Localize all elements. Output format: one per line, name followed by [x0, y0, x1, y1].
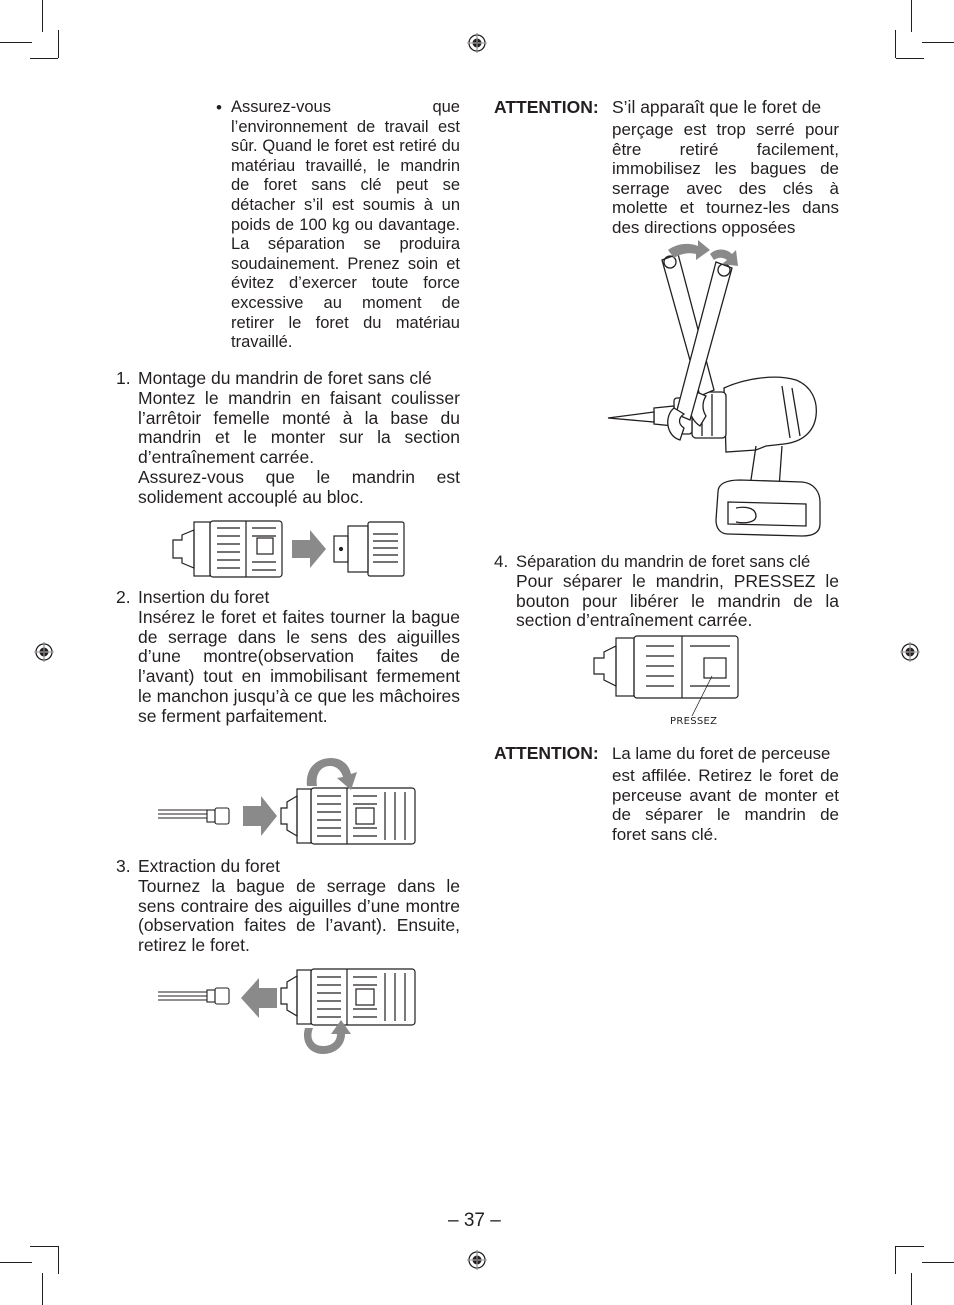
item-title: Montage du mandrin de foret sans clé [138, 368, 432, 388]
chuck-mounting-figure [168, 518, 408, 580]
item-number: 4. [494, 552, 509, 571]
registration-mark-left [34, 642, 54, 662]
item-body-2: Assurez-vous que le mandrin est solidement accouplé au bloc. [138, 466, 460, 507]
attention-body: est affilée. Retirez le foret de perceuse avant de monter et de séparer le mandrin de foret sans clé. [612, 766, 839, 844]
item-body: Montez le mandrin en faisant coulisser l’arrêtoir femelle monté à la base du mandrin et le monter sur la section d’entraînement carrée. [138, 387, 460, 468]
page-number: – 37 – [448, 1210, 501, 1231]
pressez-label: PRESSEZ [670, 716, 718, 727]
item-number: 3. [116, 856, 131, 876]
registration-mark-bottom [467, 1250, 487, 1270]
item-body: Pour séparer le mandrin, PRESSEZ le bouton pour libérer le mandrin de la section d’entraînement carrée. [516, 570, 839, 631]
item-body: Tournez la bague de serrage dans le sens contraire des aiguilles d’une montre (observation faites de l’avant). Ensuite, retirez le foret. [138, 875, 460, 956]
chuck-release-figure [590, 632, 750, 704]
attention-first-line: La lame du foret de perceuse [612, 744, 831, 763]
item-number: 1. [116, 368, 131, 388]
bit-extraction-figure [155, 968, 420, 1056]
drill-with-wrenches-figure [606, 240, 836, 540]
bullet-marker: • [216, 98, 222, 117]
bullet-text: Assurez-vous que l’environnement de travail est sûr. Quand le foret est retiré du matériau travaillé, le mandrin de foret sans clé peut se détacher s’il est soumis à un poids de 100 kg ou davantage. La séparation se produira soudainement. Prenez soin et évitez d’exercer toute force excessive au moment de retirer le foret du matériau travaillé. [231, 98, 460, 352]
attention-label: ATTENTION: [494, 743, 599, 763]
registration-mark-right [900, 642, 920, 662]
registration-mark-top [467, 33, 487, 53]
item-body: Insérez le foret et faites tourner la bague de serrage dans le sens des aiguilles d’une montre(observation faites de l’avant) tout en immobilisant fermement le manchon jusqu’à ce que les mâchoires se ferment parfaitement. [138, 606, 460, 726]
item-title: Séparation du mandrin de foret sans clé [516, 552, 811, 571]
item-title: Insertion du foret [138, 587, 270, 607]
attention-first-line: S’il apparaît que le foret de [612, 97, 822, 117]
item-number: 2. [116, 587, 131, 607]
bit-insertion-figure [155, 756, 420, 844]
attention-body: perçage est trop serré pour être retiré facilement, immobilisez les bagues de serrage avec des clés à molette et tournez-les dans des directions opposées [612, 120, 839, 237]
item-title: Extraction du foret [138, 856, 281, 876]
attention-label: ATTENTION: [494, 97, 599, 117]
